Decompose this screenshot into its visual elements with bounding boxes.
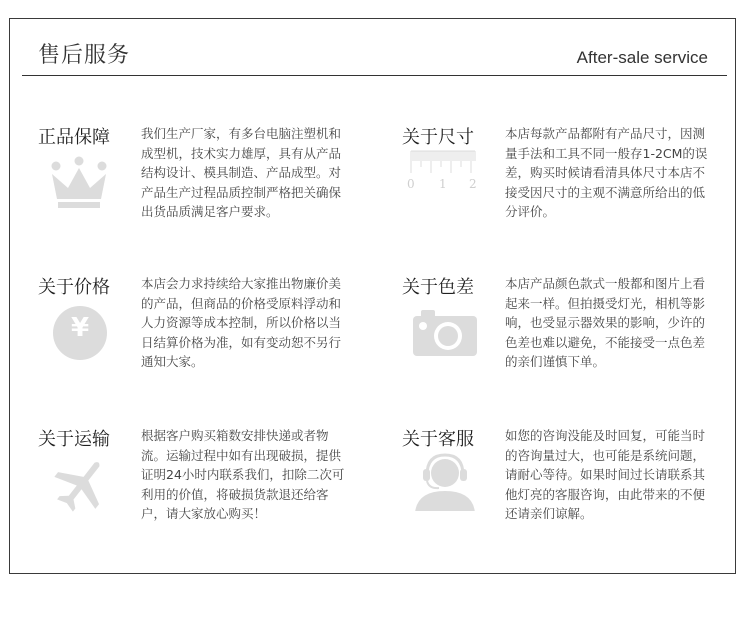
service-item-size xyxy=(402,123,732,243)
ruler-label-1: 1 xyxy=(439,177,447,191)
ruler-icon xyxy=(407,147,479,207)
section-title: 售后服务 xyxy=(38,43,131,68)
service-item-title: 关于尺寸 xyxy=(402,127,474,148)
service-item-customer-service xyxy=(402,425,732,545)
service-item-description: 本店产品颜色款式一般都和图片上看起来一样。但拍摄受灯光，相机等影响，也受显示器效果的影响，少许的色差也难以避免，不能接受一点色差的亲们谨慎下单。 xyxy=(505,276,706,370)
service-item-description: 如您的咨询没能及时回复，可能当时的咨询量过大，也可能是系统问题，请耐心等待。如果时间过长请联系其他灯亮的客服咨询，由此带来的不便还请亲们谅解。 xyxy=(505,428,706,522)
service-item-color xyxy=(402,273,732,393)
ruler-label-0: 0 xyxy=(407,177,415,191)
service-item-authentic xyxy=(38,123,368,243)
service-item-title: 关于色差 xyxy=(402,277,474,298)
service-item-description: 我们生产厂家，有多台电脑注塑机和成型机，技术实力雄厚，具有从产品结构设计、模具制造、产品成型。对产品生产过程品质控制严格把关确保出货品质满足客户要求。 xyxy=(141,126,342,220)
section-subtitle: After-sale service xyxy=(576,48,708,67)
service-item-title: 关于客服 xyxy=(402,429,474,450)
service-item-description: 根据客户购买箱数安排快递或者物流。运输过程中如有出现破损，提供证明24小时内联系我们，扣除二次可利用的价值，将破损货款退还给客户，请大家放心购买！ xyxy=(141,428,345,522)
ruler-scale-labels xyxy=(407,177,479,193)
crown-icon xyxy=(43,155,115,215)
yen-coin-icon xyxy=(43,303,115,363)
header-divider xyxy=(22,75,727,76)
service-item-description: 本店每款产品都附有产品尺寸，因测量手法和工具不同一般存1-2CM的误差，购买时候请看清具体尺寸本店不接受因尺寸的主观不满意所给出的低分评价。 xyxy=(505,126,708,220)
service-item-title: 关于价格 xyxy=(38,277,110,298)
ruler-label-2: 2 xyxy=(469,177,477,191)
headset-user-icon xyxy=(407,451,479,511)
yen-glyph: ¥ xyxy=(70,313,90,343)
service-item-price xyxy=(38,273,368,393)
airplane-icon xyxy=(43,455,115,515)
service-item-shipping xyxy=(38,425,368,545)
camera-icon xyxy=(407,303,479,363)
service-item-title: 关于运输 xyxy=(38,429,110,450)
service-item-title: 正品保障 xyxy=(38,127,110,148)
service-item-description: 本店会力求持续给大家推出物廉价美的产品，但商品的价格受原料浮动和人力资源等成本控制，所以价格以当日结算价格为准，如有变动恕不另行通知大家。 xyxy=(141,276,342,370)
